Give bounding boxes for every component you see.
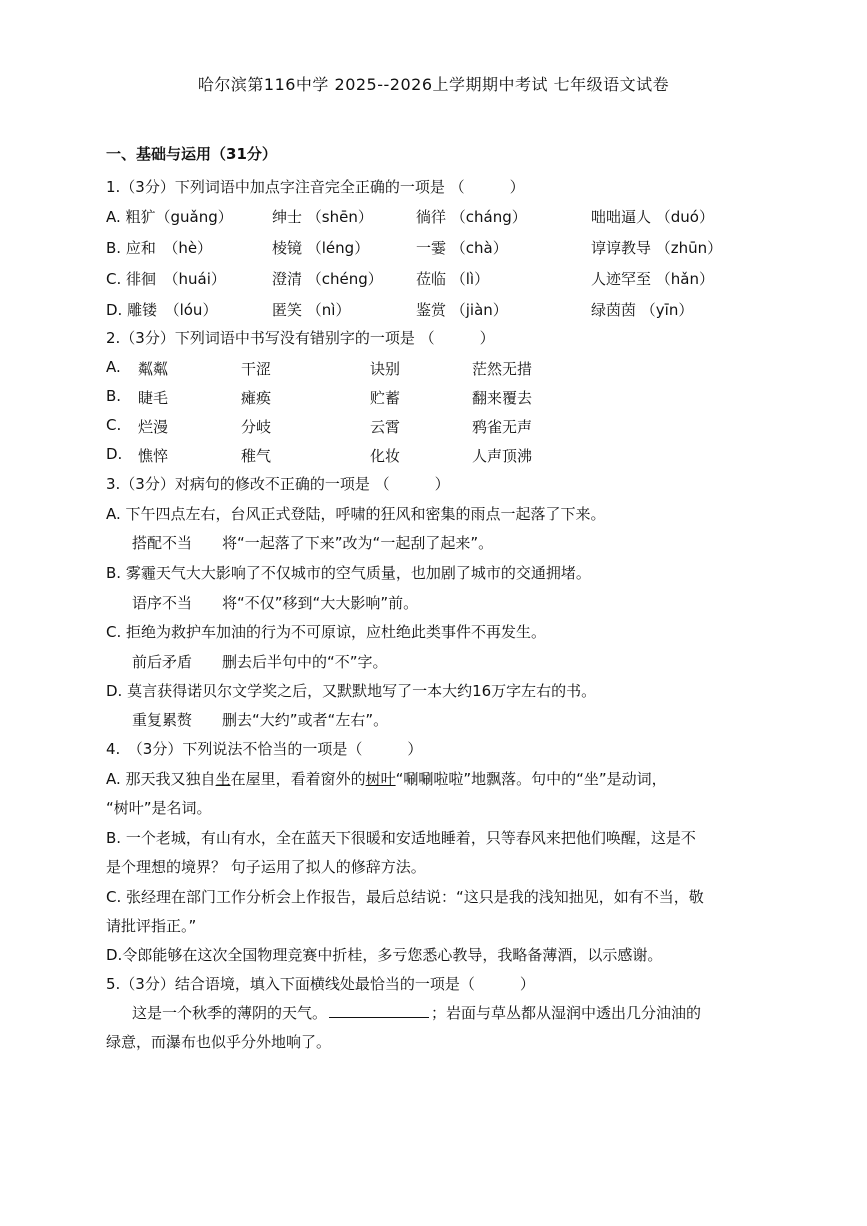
answer-blank[interactable] bbox=[329, 1003, 429, 1018]
q1-option-c-3: 莅临 （lì） bbox=[416, 270, 490, 288]
q1-option-a-4: 咄咄逼人 （duó） bbox=[591, 208, 714, 226]
q4-a-text-2: 在屋里，看着窗外的 bbox=[230, 770, 366, 788]
q1-option-a-1: A. 粗犷（guǎng） bbox=[106, 208, 233, 226]
question-3-stem: 3.（3分）对病句的修改不正确的一项是 （ ） bbox=[106, 475, 450, 493]
q2-option-b-2: 瘫痪 bbox=[241, 389, 272, 407]
q5-text-before-blank: 这是一个秋季的薄阴的天气。 bbox=[132, 1004, 328, 1022]
q1-option-c-1: C. 徘徊 （huái） bbox=[106, 270, 226, 288]
q3-option-d-sentence: D. 莫言获得诺贝尔文学奖之后，又默默地写了一本大约16万字左右的书。 bbox=[106, 682, 597, 700]
q4-option-c-line1: C. 张经理在部门工作分析会上作报告，最后总结说：“这只是我的浅知拙见，如有不当，敬 bbox=[106, 888, 704, 906]
q2-option-c-2: 分岐 bbox=[241, 418, 272, 436]
q1-option-b-4: 谆谆教导 （zhūn） bbox=[591, 239, 723, 257]
question-1-stem: 1.（3分）下列词语中加点字注音完全正确的一项是 （ ） bbox=[106, 178, 525, 196]
q2-option-c-letter: C. bbox=[106, 416, 122, 434]
question-4-stem: 4. （3分）下列说法不恰当的一项是（ ） bbox=[106, 740, 423, 758]
q1-option-d-2: 匿笑 （nì） bbox=[272, 301, 351, 319]
q1-option-d-3: 鉴赏 （jiàn） bbox=[416, 301, 508, 319]
q3-option-a-sentence: A. 下午四点左右，台风正式登陆，呼啸的狂风和密集的雨点一起落了下来。 bbox=[106, 505, 606, 523]
q5-passage-line2: 绿意，而瀑布也似乎分外地响了。 bbox=[106, 1033, 332, 1051]
q4-option-a-line2: “树叶”是名词。 bbox=[106, 799, 212, 817]
q2-option-d-letter: D. bbox=[106, 445, 123, 463]
question-2-stem: 2.（3分）下列词语中书写没有错别字的一项是 （ ） bbox=[106, 329, 495, 347]
q2-option-d-3: 化妆 bbox=[370, 447, 401, 465]
q2-option-d-4: 人声顶沸 bbox=[472, 447, 533, 465]
question-5-stem: 5.（3分）结合语境，填入下面横线处最恰当的一项是（ ） bbox=[106, 975, 535, 993]
q4-option-a-line1 bbox=[106, 768, 667, 789]
q3-option-d-fix: 重复累赘 删去“大约”或者“左右”。 bbox=[132, 711, 389, 729]
q2-option-c-4: 鸦雀无声 bbox=[472, 418, 533, 436]
q2-option-b-4: 翻来覆去 bbox=[472, 389, 533, 407]
q4-option-d-line1: D.令郎能够在这次全国物理竞赛中折桂，多亏您悉心教导，我略备薄酒，以示感谢。 bbox=[106, 946, 663, 964]
q4-option-b-line2: 是个理想的境界？ 句子运用了拟人的修辞方法。 bbox=[106, 858, 426, 876]
q4-option-b-line1: B. 一个老城，有山有水，全在蓝天下很暖和安适地睡着，只等春风来把他们唤醒，这是不 bbox=[106, 829, 696, 847]
q1-option-c-4: 人迹罕至 （hǎn） bbox=[591, 270, 714, 288]
q1-option-a-2: 绅士 （shēn） bbox=[272, 208, 373, 226]
q3-option-c-sentence: C. 拒绝为救护车加油的行为不可原谅，应杜绝此类事件不再发生。 bbox=[106, 623, 547, 641]
q3-option-b-fix: 语序不当 将“不仅”移到“大大影响”前。 bbox=[132, 594, 419, 612]
q2-option-d-1: 憔悴 bbox=[138, 447, 169, 465]
q2-option-a-1: 粼粼 bbox=[138, 360, 169, 378]
q3-option-c-fix: 前后矛盾 删去后半句中的“不”字。 bbox=[132, 653, 388, 671]
q1-option-a-3: 徜徉 （cháng） bbox=[416, 208, 527, 226]
section-heading: 一、基础与运用（31分） bbox=[106, 145, 277, 163]
q4-a-underlined-word-1: 坐 bbox=[215, 770, 231, 788]
q1-option-b-2: 棱镜 （léng） bbox=[272, 239, 370, 257]
q5-text-after-blank: ；岩面与草丛都从湿润中透出几分油油的 bbox=[431, 1004, 702, 1022]
q5-passage-line1 bbox=[132, 1002, 701, 1023]
q2-option-d-2: 稚气 bbox=[241, 447, 272, 465]
q1-option-b-1: B. 应和 （hè） bbox=[106, 239, 213, 257]
q2-option-a-2: 干涩 bbox=[241, 360, 272, 378]
q2-option-a-4: 茫然无措 bbox=[472, 360, 533, 378]
q4-a-text-1: A. 那天我又独自 bbox=[106, 770, 216, 788]
q1-option-d-1: D. 雕镂 （lóu） bbox=[106, 301, 218, 319]
q4-option-c-line2: 请批评指正。” bbox=[106, 917, 197, 935]
q3-option-b-sentence: B. 雾霾天气大大影响了不仅城市的空气质量，也加剧了城市的交通拥堵。 bbox=[106, 564, 591, 582]
q3-option-a-fix: 搭配不当 将“一起落了下来”改为“一起刮了起来”。 bbox=[132, 534, 494, 552]
q2-option-b-1: 睫毛 bbox=[138, 389, 169, 407]
q4-a-text-3: “唰唰啦啦”地飘落。句中的“坐”是动词， bbox=[395, 770, 667, 788]
q1-option-d-4: 绿茵茵 （yīn） bbox=[591, 301, 694, 319]
q2-option-b-3: 贮蓄 bbox=[370, 389, 401, 407]
q2-option-b-letter: B. bbox=[106, 387, 122, 405]
q2-option-a-letter: A. bbox=[106, 358, 121, 376]
q2-option-c-1: 烂漫 bbox=[138, 418, 169, 436]
q1-option-c-2: 澄清 （chéng） bbox=[272, 270, 383, 288]
q2-option-c-3: 云霄 bbox=[370, 418, 401, 436]
q2-option-a-3: 诀别 bbox=[370, 360, 401, 378]
q1-option-b-3: 一霎 （chà） bbox=[416, 239, 508, 257]
q4-a-underlined-word-2: 树叶 bbox=[365, 770, 396, 788]
page-title: 哈尔滨第116中学 2025--2026上学期期中考试 七年级语文试卷 bbox=[197, 75, 670, 94]
